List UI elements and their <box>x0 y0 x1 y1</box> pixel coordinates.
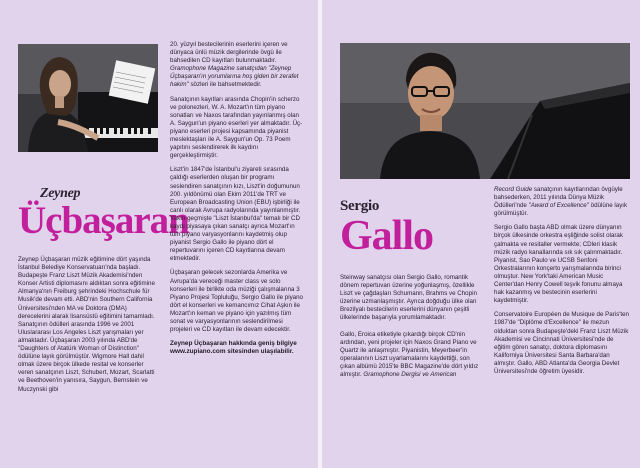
sergio-photo <box>340 43 630 179</box>
sergio-career: Sergio Gallo başta ABD olmak üzere dünyanın birçok ülkesinde orkestra eşliğinde solist olarak çalmakta ve resitaller vermekte; CDleri klasik müzik radyo kanallarında sık sık çalınmaktadır. Piyanist, Sao Paulo ve UCSB Senfoni Orkestralarının konçerto yarışmalarında birinci olmuştur. New York'taki American Music Center'dan Henry Cowell teşvik fonunu almaya hak kazanmış ve bestecinin eserlerini kaydetmiştir. <box>494 224 623 305</box>
sergio-last-name: Gallo <box>340 213 434 259</box>
zeynep-last-name: Üçbaşaran <box>18 199 189 242</box>
zeynep-info-end: sitesinden ulaşılabilir. <box>227 348 294 356</box>
right-page <box>322 0 640 468</box>
sergio-second-column <box>494 186 630 382</box>
zeynep-cd-text: 20. yüzyıl bestecilerinin eserlerini içeren ve dünyaca ünlü müzik dergilerinde övgü ile bahsedilen CD kayıtları bulunmaktadır. <box>170 41 288 65</box>
zeynep-info-text: Zeynep Üçbaşaran hakkında geniş bilgiye <box>170 340 297 348</box>
gramophone-quote-end: sözleri ile bahsetmektedir. <box>190 81 262 89</box>
zeynep-recordings: Sanatçının kayıtları arasında Chopin'in scherzo ve polonezleri, W. A. Mozart'ın tüm piyano sonatları ve Naxos tarafından yayınlanmış olan A. Saygun'un piyano eserleri yer almaktadır. Üç-piyano eserleri projesi kapsamında piyanist meslektaşları ile A. Saygun'un Op. 73 Poem yapıtını seslendirerek ilk kaydını gerçekleştirmiştir. <box>170 95 303 160</box>
sergio-education: Conservatoire Européen de Musique de Paris'ten 1987'de "Diplôme d'Excellence" ile mezun olduktan sonra Budapeşte'deki Franz Liszt Müzik Akademisi ve Cincinnati Üniversitesi'nde de eğitim gören sanatçı, doktora diplomasını Kaliforniya Üniversitesi Santa Barbara'dan almıştır. Gallo, ABD Atlanta'da Georgia Devlet Üniversitesi'nde öğretim üyesidir. <box>494 311 629 375</box>
sergio-bio-press: Gramophone Dergisi ve American <box>363 371 457 379</box>
gramophone-quote: Gramophone Magazine sanatçıdan "Zeynep Üçbaşaran'ın yorumlarına hoş giden bir zerafet hakim" <box>170 65 299 89</box>
award-of-excellence: "Award of Excellence" <box>528 202 589 210</box>
sergio-award-end: ödülüne layık görülmüştür. <box>494 202 628 218</box>
zeynep-photo <box>18 44 158 152</box>
sergio-bio-cds: Gallo, Eroica etiketiyle çıkardığı birçok CD'nin ardından, yeni projeler için Naxos Grand Piano ve Quartz ile anlaşmıştır. Piyanistin, Meyerbeer'in operalarının Liszt uyarlamalarını kaydettiği, son çıkan albümü 2015'te BBC Magazine'de dört yıldız almıştır. <box>340 330 479 379</box>
sergio-review-text: sanatçının kayıtlarından övgüyle bahsederken, 2011 yılında Dünya Müzik Ödülleri'nde <box>494 186 623 210</box>
zeynep-second-column <box>170 41 306 364</box>
sergio-bio-column <box>340 274 482 387</box>
zeynep-website-link[interactable]: www.zupiano.com <box>170 348 226 356</box>
zeynep-bio: Zeynep Üçbaşaran müzik eğitimine dört yaşında İstanbul Belediye Konservatuarı'nda başladı. Budapeşte Franz Liszt Müzik Akademisi'nden Konser Artisti diplomasını aldıktan sonra eğitimine Almanya'nın Freiburg şehrindeki Hochschule für Musik'de devam etti. ABD'nin Southern California Üniversitesi'nden MA ve Doktora (DMA) derecelerini alarak lisansüstü eğitimini tamamladı. Sanatçının ödülleri arasında 1996 ve 2001 Uluslararası Los Angeles Liszt yarışmaları yer almaktadır. Üçbaşaran 2003 yılında ABD'de "Daughters of Atatürk Woman of Distinction" ödülüne layık görülmüştür. Wigmore Hall dahil olmak üzere birçok ülkede resital ve konserler veren sanatçının Liszt, Schubert, Mozart, Scarlatti ve Beethoven'in yanısıra, Saygun, Bernstein ve Muczynski gibi <box>18 256 155 393</box>
left-page <box>0 0 318 468</box>
record-guide: Record Guide <box>494 186 533 193</box>
zeynep-liszt-istanbul: Liszt'in 1847'de İstanbul'u ziyareti sırasında çaldığı eserlerden oluşan bir programı seslendiren sanatçının kızı, Liszt'in doğumunun 200. yıldönümü olan Ekim 2011'de TRT ve European Broadcasting Union (EBU) işbirliği ile canlı olarak Avrupa radyolarında yayınlanmıştır. Yakın geçmişte "Liszt İstanbul'da" temalı bir CD kaydı piyasaya çıkan sanatçı ayrıca Mozart'ın tüm piyano varyasyonlarını kaydetmiş olup piyanist Sergio Gallo ile piyano dört el repertuvarını içeren CD kayıtlarına devam etmektedir. <box>170 166 301 263</box>
sergio-bio: Steinway sanatçısı olan Sergio Gallo, romantik dönem repertuvarı üzerine yoğunlaşmış, özellikle Liszt ve çağdaşları Schumann, Brahms ve Chopin üzerine uzmanlaşmıştır. Ayrıca doğduğu ülke olan Brezilyalı bestecilerin eserlerini dünyanın çeşitli ülkelerinde başarıyla yorumlamaktadır. <box>340 274 477 322</box>
zeynep-first-name: Zeynep <box>40 186 81 201</box>
zeynep-bio-column <box>18 256 158 402</box>
zeynep-future-projects: Üçbaşaran gelecek sezonlarda Amerika ve Avrupa'da vereceği master class ve solo konserleri ile birlikte oda müziği çalışmalarına 3 Piyano Projesi Topluluğu, Sergio Gallo ile piyano dört el konserleri ve kemancımız Cihat Aşkın ile Mozart'ın keman ve piyano için yazılmış tüm sonat ve varyasyonlarının seslendirilmesi projeleri ve CD kayıtları ile devam edecektir. <box>170 269 303 334</box>
sergio-first-name: Sergio <box>340 198 380 214</box>
